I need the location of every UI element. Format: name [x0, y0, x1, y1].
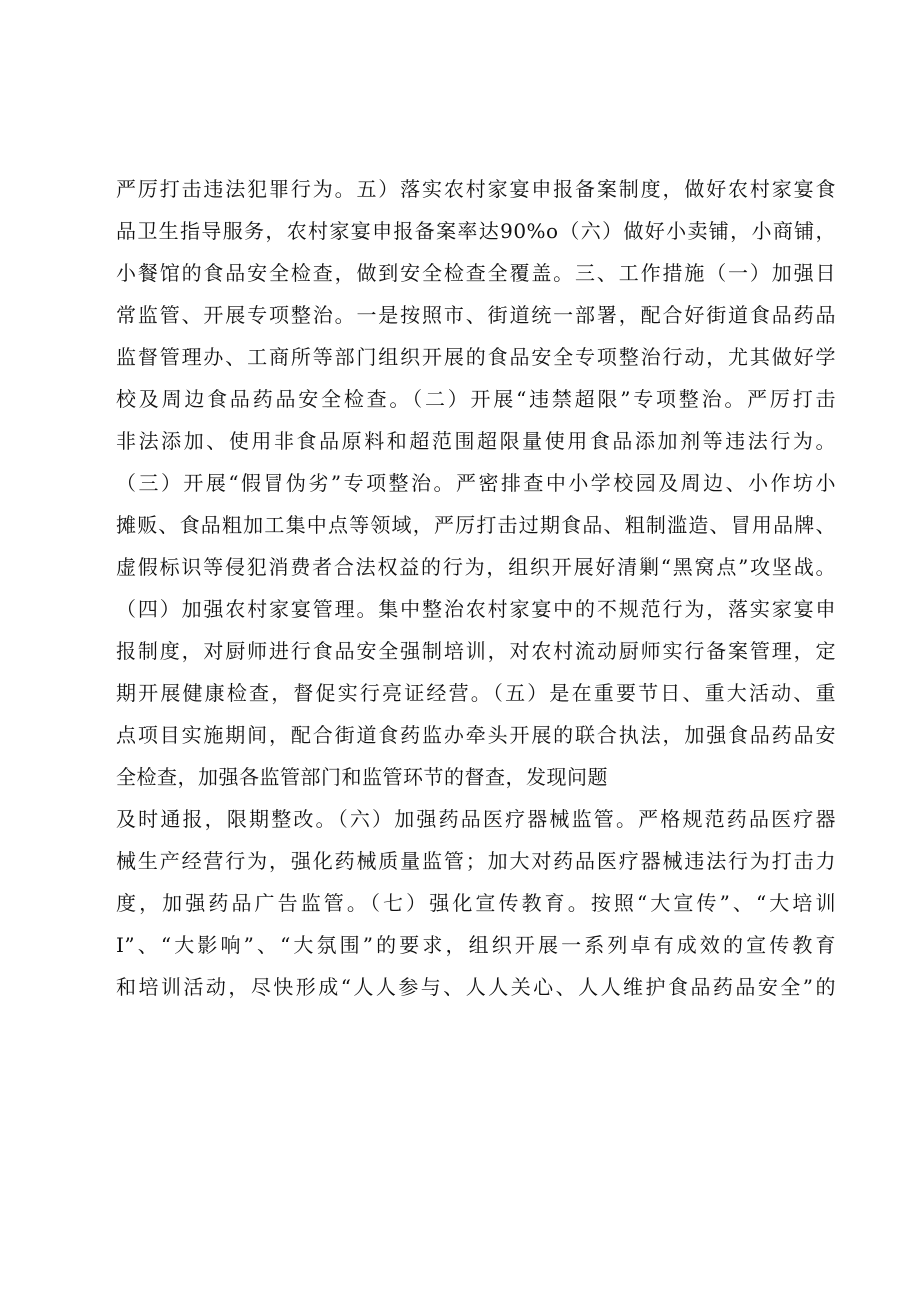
text-line-17: 械生产经营行为，强化药械质量监管；加大对药品医疗器械违法行为打击力	[116, 849, 836, 873]
text-line-4: 常监管、开展专项整治。一是按照市、街道统一部署，配合好街道食品药品	[116, 303, 836, 327]
text-line-11: （四）加强农村家宴管理。集中整治农村家宴中的不规范行为，落实家宴申	[116, 597, 836, 621]
body-text	[116, 168, 836, 1008]
text-line-15: 全检查，加强各监管部门和监管环节的督查，发现问题	[116, 765, 608, 789]
text-line-6: 校及周边食品药品安全检查。（二）开展“违禁超限”专项整治。严厉打击	[116, 387, 836, 411]
text-line-5: 监督管理办、工商所等部门组织开展的食品安全专项整治行动，尤其做好学	[116, 345, 836, 369]
text-line-10: 虚假标识等侵犯消费者合法权益的行为，组织开展好清剿“黑窝点”攻坚战。	[116, 555, 836, 579]
text-line-16: 及时通报，限期整改。（六）加强药品医疗器械监管。严格规范药品医疗器	[116, 807, 836, 831]
text-line-20: 和培训活动，尽快形成“人人参与、人人关心、人人维护食品药品安全”的	[116, 975, 836, 999]
text-line-19: I”、“大影响”、“大氛围”的要求，组织开展一系列卓有成效的宣传教育	[116, 933, 836, 957]
text-line-7: 非法添加、使用非食品原料和超范围超限量使用食品添加剂等违法行为。	[116, 429, 836, 453]
text-line-1: 严厉打击违法犯罪行为。五）落实农村家宴申报备案制度，做好农村家宴食	[116, 177, 836, 201]
text-line-8: （三）开展“假冒伪劣”专项整治。严密排查中小学校园及周边、小作坊小	[116, 471, 836, 495]
text-line-14: 点项目实施期间，配合街道食药监办牵头开展的联合执法，加强食品药品安	[116, 723, 836, 747]
text-line-12: 报制度，对厨师进行食品安全强制培训，对农村流动厨师实行备案管理，定	[116, 639, 836, 663]
text-line-18: 度，加强药品广告监管。（七）强化宣传教育。按照“大宣传”、“大培训	[116, 891, 836, 915]
text-line-13: 期开展健康检查，督促实行亮证经营。（五）是在重要节日、重大活动、重	[116, 681, 836, 705]
text-line-9: 摊贩、食品粗加工集中点等领域，严厉打击过期食品、粗制滥造、冒用品牌、	[116, 513, 836, 537]
text-line-2: 品卫生指导服务，农村家宴申报备案率达90%o（六）做好小卖铺，小商铺，	[116, 219, 836, 243]
text-line-3: 小餐馆的食品安全检查，做到安全检查全覆盖。三、工作措施（一）加强日	[116, 261, 836, 285]
